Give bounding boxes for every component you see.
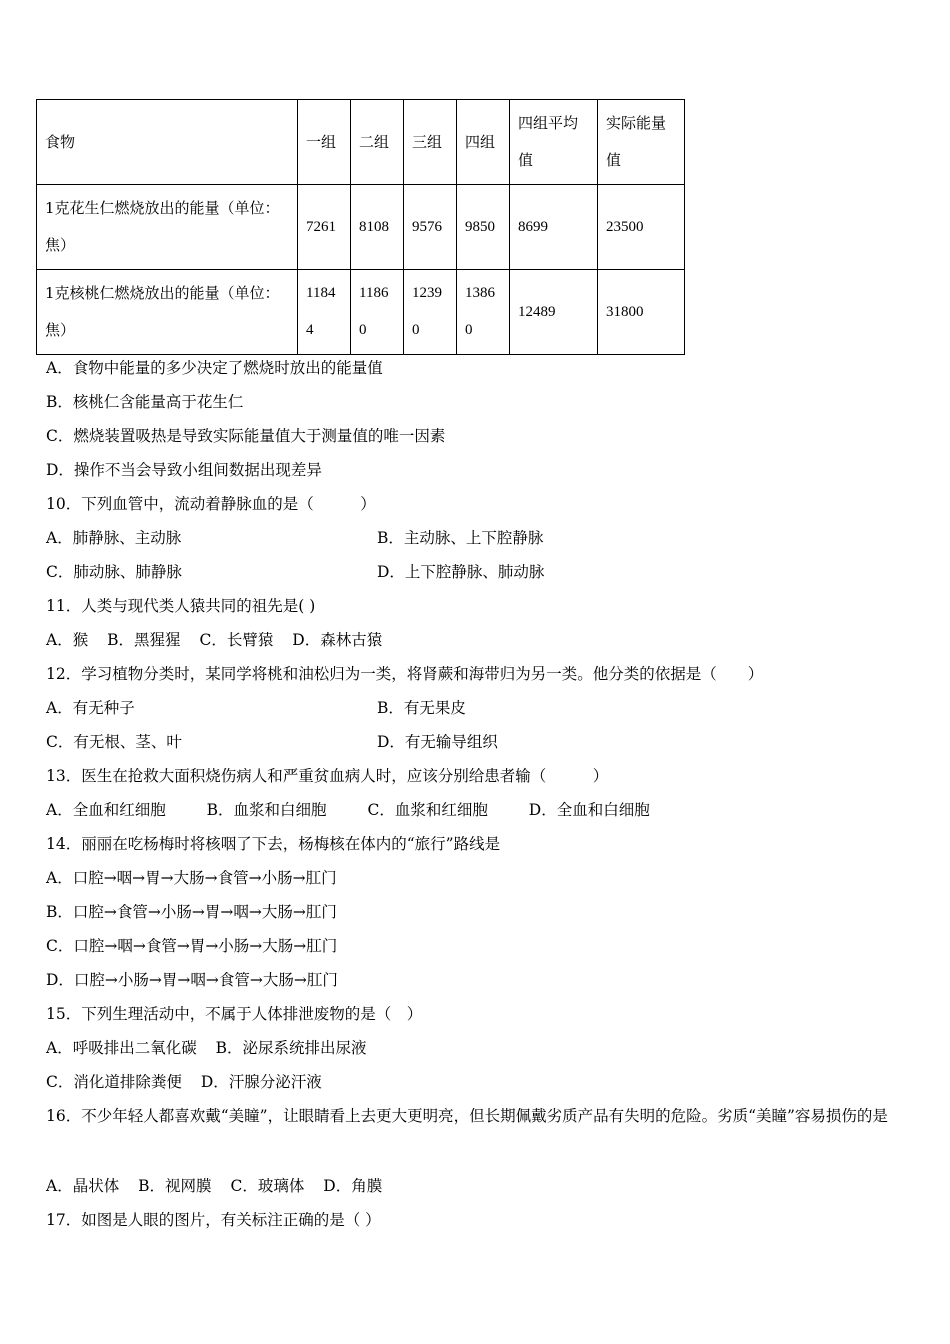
q12-stem: 12．学习植物分类时，某同学将桃和油松归为一类，将肾蕨和海带归为另一类。他分类的依据是（ ） <box>46 665 764 683</box>
q9-option-b: B．核桃仁含能量高于花生仁 <box>46 393 244 411</box>
q13-stem: 13．医生在抢救大面积烧伤病人和严重贫血病人时，应该分别给患者输（ ） <box>46 767 609 785</box>
q15-option-a: A．呼吸排出二氧化碳 <box>46 1039 197 1057</box>
q11-options <box>46 630 396 650</box>
q13-option-c: C．血浆和红细胞 <box>367 801 488 819</box>
q14-option-c: C．口腔→咽→食管→胃→小肠→大肠→肛门 <box>46 937 338 955</box>
actual-cell: 23500 <box>598 185 685 270</box>
header-group-3: 三组 <box>404 100 457 185</box>
q13-option-a: A．全血和红细胞 <box>46 801 166 819</box>
q14-option-b: B．口腔→食管→小肠→胃→咽→大肠→肛门 <box>46 903 337 921</box>
value-cell: 13860 <box>457 270 510 355</box>
q11-option-a: A．猴 <box>46 631 89 649</box>
value-cell: 12390 <box>404 270 457 355</box>
value-cell: 11860 <box>351 270 404 355</box>
q10-option-d: D．上下腔静脉、肺动脉 <box>377 563 545 581</box>
header-average: 四组平均值 <box>510 100 598 185</box>
q17-stem: 17．如图是人眼的图片，有关标注正确的是（ ） <box>46 1211 381 1229</box>
q10-option-a: A．肺静脉、主动脉 <box>46 529 182 547</box>
header-actual: 实际能量值 <box>598 100 685 185</box>
header-group-2: 二组 <box>351 100 404 185</box>
header-group-1: 一组 <box>298 100 351 185</box>
q15-option-d: D．汗腺分泌汗液 <box>200 1073 322 1091</box>
q12-option-c: C．有无根、茎、叶 <box>46 733 182 751</box>
q12-option-d: D．有无输导组织 <box>377 733 498 751</box>
q16-stem: 16．不少年轻人都喜欢戴“美瞳”，让眼睛看上去更大更明亮，但长期佩戴劣质产品有失明的危险。劣质“美瞳”容易损伤的是 <box>46 1107 888 1125</box>
table-row <box>37 185 685 270</box>
value-cell: 9850 <box>457 185 510 270</box>
q16-option-c: C．玻璃体 <box>230 1177 305 1195</box>
value-cell: 8108 <box>351 185 404 270</box>
q15-options-row1 <box>46 1038 381 1058</box>
q14-option-d: D．口腔→小肠→胃→咽→食管→大肠→肛门 <box>46 971 338 989</box>
food-cell: 1克核桃仁燃烧放出的能量（单位：焦） <box>37 270 298 355</box>
q11-option-b: B．黑猩猩 <box>107 631 181 649</box>
table-row <box>37 270 685 355</box>
food-cell: 1克花生仁燃烧放出的能量（单位：焦） <box>37 185 298 270</box>
q9-option-c: C．燃烧装置吸热是导致实际能量值大于测量值的唯一因素 <box>46 427 446 445</box>
value-cell: 7261 <box>298 185 351 270</box>
q16-option-b: B．视网膜 <box>138 1177 212 1195</box>
q9-option-d: D．操作不当会导致小组间数据出现差异 <box>46 461 322 479</box>
q12-option-a: A．有无种子 <box>46 699 135 717</box>
q11-option-c: C．长臂猿 <box>199 631 274 649</box>
q16-option-a: A．晶状体 <box>46 1177 120 1195</box>
q10-stem: 10．下列血管中，流动着静脉血的是（ ） <box>46 495 376 513</box>
value-cell: 11844 <box>298 270 351 355</box>
q12-option-b: B．有无果皮 <box>377 699 466 717</box>
q14-stem: 14．丽丽在吃杨梅时将核咽了下去，杨梅核在体内的“旅行”路线是 <box>46 835 501 853</box>
q16-options <box>46 1176 396 1196</box>
q11-stem: 11．人类与现代类人猿共同的祖先是( ) <box>46 597 316 615</box>
header-group-4: 四组 <box>457 100 510 185</box>
q15-options-row2 <box>46 1072 336 1092</box>
average-cell: 12489 <box>510 270 598 355</box>
table-header-row <box>37 100 685 185</box>
q15-stem: 15．下列生理活动中，不属于人体排泄废物的是（ ） <box>46 1005 423 1023</box>
q10-option-c: C．肺动脉、肺静脉 <box>46 563 182 581</box>
actual-cell: 31800 <box>598 270 685 355</box>
average-cell: 8699 <box>510 185 598 270</box>
q15-option-c: C．消化道排除粪便 <box>46 1073 182 1091</box>
q13-option-d: D．全血和白细胞 <box>528 801 650 819</box>
q10-option-b: B．主动脉、上下腔静脉 <box>377 529 544 547</box>
q13-options <box>46 800 664 820</box>
energy-table <box>36 99 685 355</box>
q14-option-a: A．口腔→咽→胃→大肠→食管→小肠→肛门 <box>46 869 337 887</box>
q13-option-b: B．血浆和白细胞 <box>206 801 327 819</box>
header-food: 食物 <box>37 100 298 185</box>
value-cell: 9576 <box>404 185 457 270</box>
q15-option-b: B．泌尿系统排出尿液 <box>215 1039 367 1057</box>
q9-option-a: A．食物中能量的多少决定了燃烧时放出的能量值 <box>46 359 383 377</box>
q16-option-d: D．角膜 <box>323 1177 383 1195</box>
q11-option-d: D．森林古猿 <box>292 631 383 649</box>
